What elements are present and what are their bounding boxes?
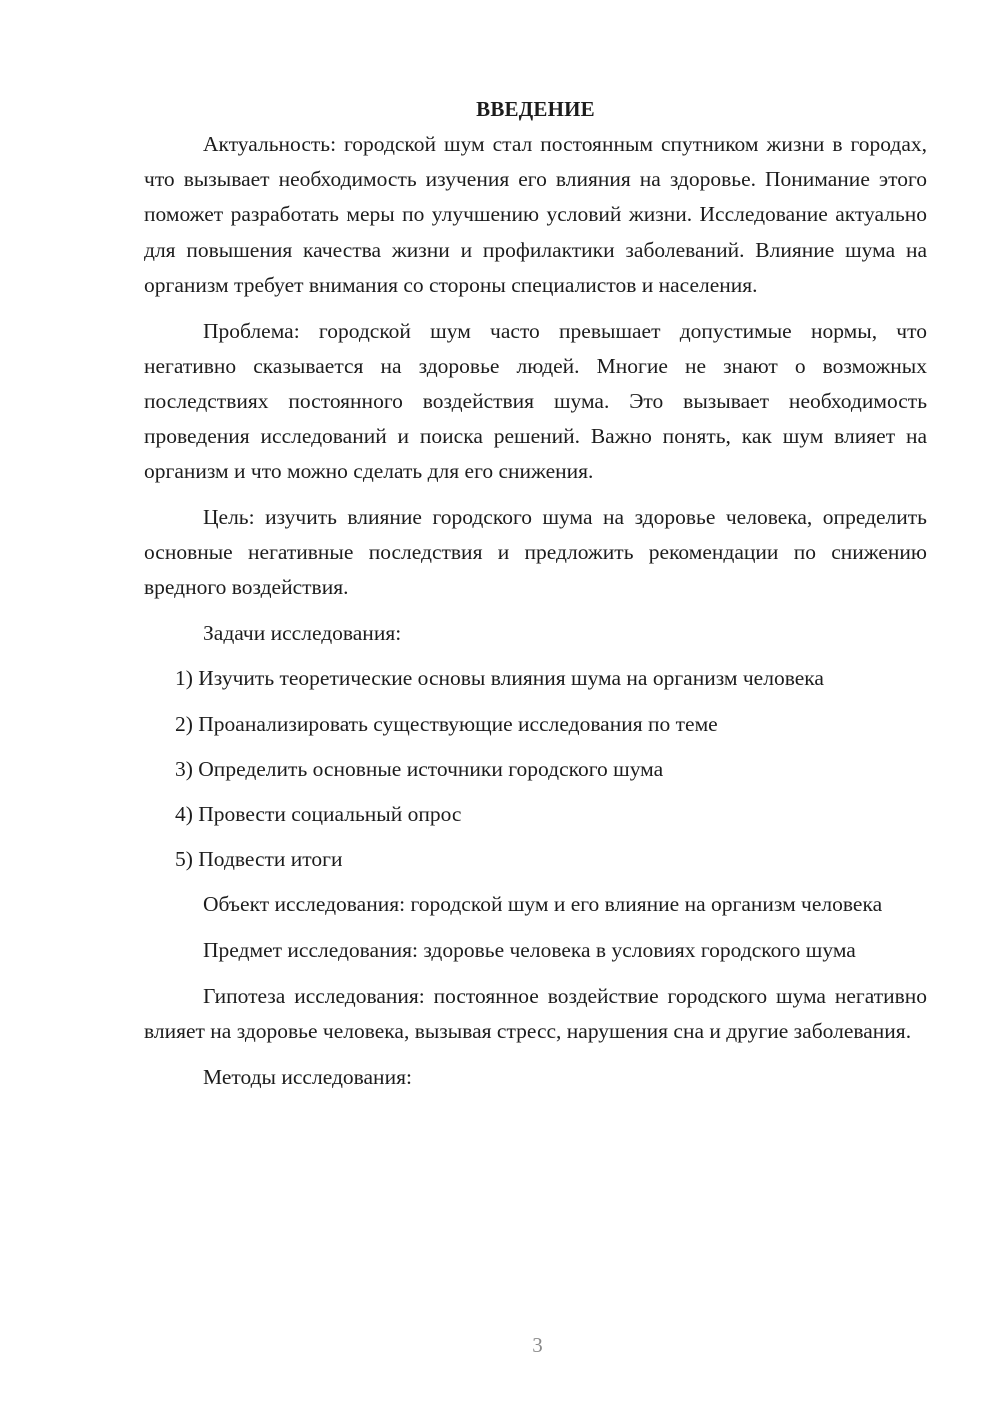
document-page (144, 92, 927, 1105)
task-item: 1) Изучить теоретические основы влияния шума на организм человека (175, 666, 824, 691)
section-title: ВВЕДЕНИЕ (476, 97, 595, 121)
task-item: 4) Провести социальный опрос (175, 801, 462, 826)
object-paragraph: Объект исследования: городской шум и его влияние на организм человека (203, 892, 883, 917)
subject-paragraph: Предмет исследования: здоровье человека в условиях городского шума (203, 938, 856, 963)
methods-heading: Методы исследования: (203, 1064, 412, 1089)
task-item: 3) Определить основные источники городского шума (175, 756, 664, 781)
hypothesis-paragraph: Гипотеза исследования: постоянное воздействие городского шума негативно влияет на здоровье человека, вызывая стресс, нарушения сна и другие заболевания. (144, 983, 927, 1043)
tasks-list (144, 661, 927, 877)
task-item: 2) Проанализировать существующие исследования по теме (175, 711, 718, 736)
goal-paragraph: Цель: изучить влияние городского шума на здоровье человека, определить основные негативные последствия и предложить рекомендации по снижению вредного воздействия. (144, 505, 927, 600)
relevance-paragraph: Актуальность: городской шум стал постоянным спутником жизни в городах, что вызывает необходимость изучения его влияния на здоровье. Понимание этого поможет разработать меры по улучшению условий жизни. Исследование актуально для повышения качества жизни и профилактики заболеваний. Влияние шума на организм требует внимания со стороны специалистов и населения. (144, 132, 927, 297)
problem-paragraph: Проблема: городской шум часто превышает допустимые нормы, что негативно сказывается на здоровье людей. Многие не знают о возможных последствиях постоянного воздействия шума. Это вызывает необходимость проведения исследований и поиска решений. Важно понять, как шум влияет на организм и что можно сделать для его снижения. (144, 318, 927, 484)
task-item: 5) Подвести итоги (175, 847, 343, 872)
tasks-heading: Задачи исследования: (203, 621, 402, 646)
page-number: 3 (532, 1333, 543, 1357)
